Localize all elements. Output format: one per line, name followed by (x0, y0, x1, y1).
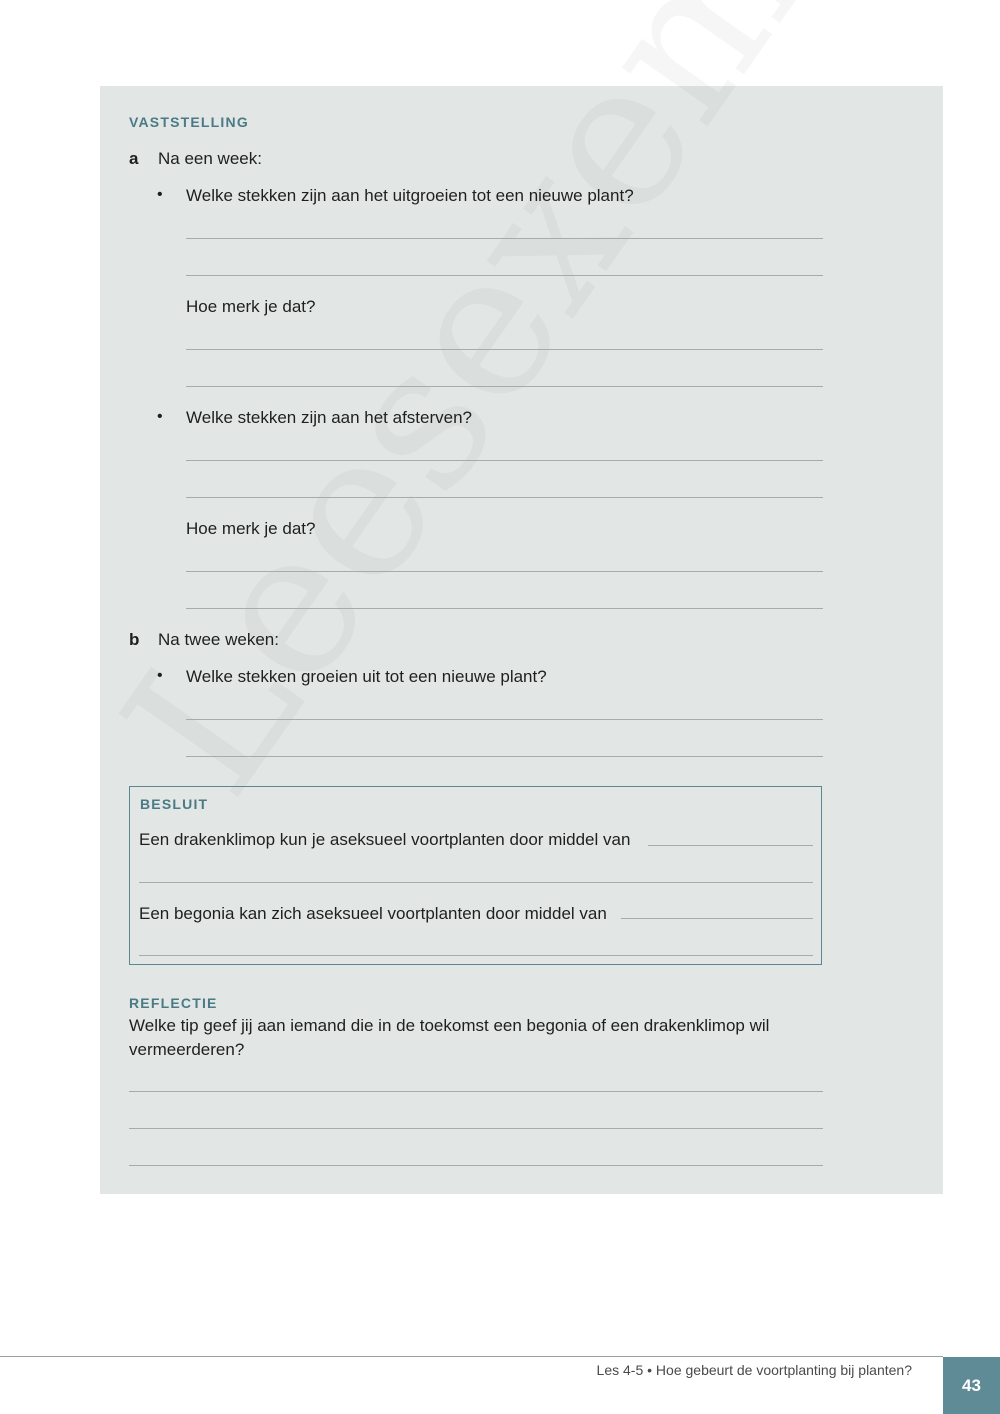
answer-line[interactable] (129, 1091, 823, 1092)
bullet: • (157, 186, 163, 203)
besluit-heading: BESLUIT (140, 796, 209, 812)
besluit-box (129, 786, 822, 965)
answer-line[interactable] (186, 386, 823, 387)
question-b-label: Na twee weken: (158, 630, 279, 649)
question-b1: Welke stekken groeien uit tot een nieuwe plant? (186, 667, 547, 686)
reflectie-heading: REFLECTIE (129, 995, 218, 1011)
answer-line[interactable] (186, 497, 823, 498)
bullet: • (157, 667, 163, 684)
page-number: 43 (943, 1357, 1000, 1414)
question-marker-b: b (129, 630, 140, 649)
answer-line[interactable] (139, 882, 813, 883)
question-a1: Welke stekken zijn aan het uitgroeien tot een nieuwe plant? (186, 186, 634, 205)
answer-line[interactable] (139, 955, 813, 956)
answer-line[interactable] (129, 1165, 823, 1166)
bullet: • (157, 408, 163, 425)
answer-line[interactable] (186, 571, 823, 572)
reflectie-question-line-1: Welke tip geef jij aan iemand die in de toekomst een begonia of een drakenklimop wil (129, 1016, 770, 1035)
answer-line[interactable] (129, 1128, 823, 1129)
question-a1-followup: Hoe merk je dat? (186, 297, 316, 316)
answer-line[interactable] (648, 845, 813, 846)
footer-lesson-title: Les 4-5 • Hoe gebeurt de voortplanting bij planten? (596, 1362, 912, 1378)
answer-line[interactable] (186, 460, 823, 461)
answer-line[interactable] (186, 608, 823, 609)
question-marker-a: a (129, 149, 139, 168)
answer-line[interactable] (186, 349, 823, 350)
footer-divider (0, 1356, 943, 1357)
reflectie-question-line-2: vermeerderen? (129, 1040, 245, 1059)
answer-line[interactable] (621, 918, 813, 919)
besluit-sentence-2: Een begonia kan zich aseksueel voortplanten door middel van (139, 904, 607, 923)
besluit-sentence-1: Een drakenklimop kun je aseksueel voortplanten door middel van (139, 830, 631, 849)
question-a2: Welke stekken zijn aan het afsterven? (186, 408, 473, 427)
answer-line[interactable] (186, 275, 823, 276)
answer-line[interactable] (186, 756, 823, 757)
question-a2-followup: Hoe merk je dat? (186, 519, 316, 538)
answer-line[interactable] (186, 238, 823, 239)
question-a-label: Na een week: (158, 149, 262, 168)
vaststelling-heading: VASTSTELLING (129, 114, 249, 130)
answer-line[interactable] (186, 719, 823, 720)
